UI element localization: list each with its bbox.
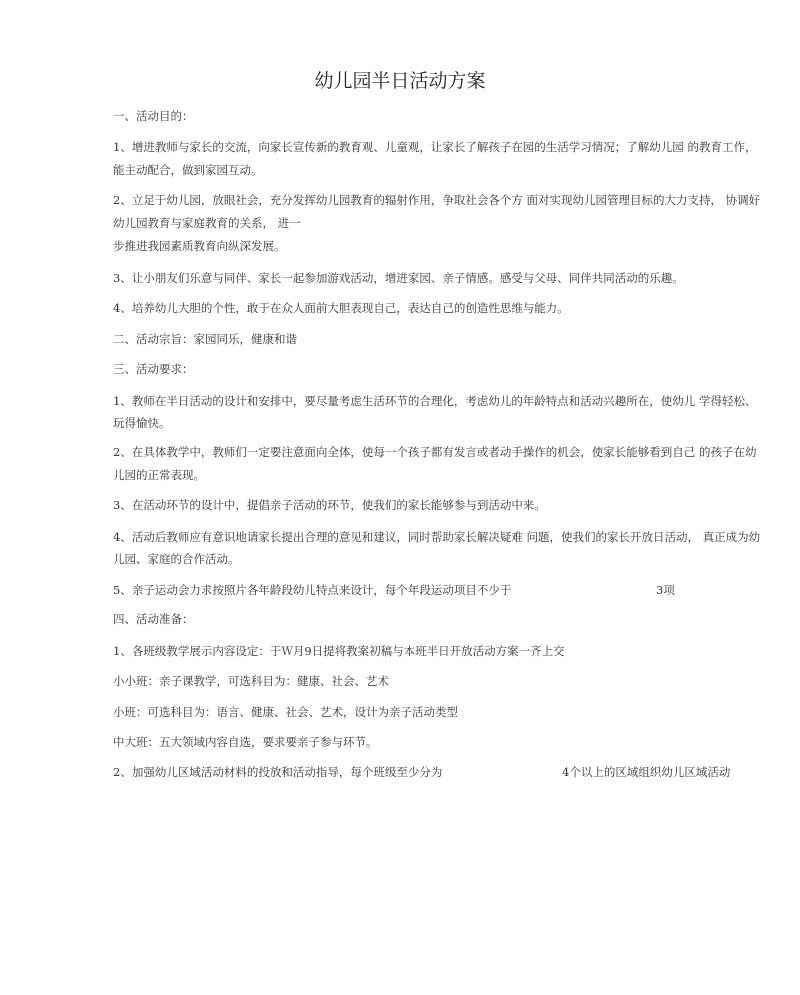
paragraph-line: 2、立足于幼儿园，放眼社会，充分发挥幼儿园教育的辐射作用，争取社会各个方 面对实现幼儿园管理目标的大力支持， 协调好: [113, 193, 761, 207]
paragraph-line: 小小班：亲子课教学，可选科目为：健康、社会、艺术: [113, 674, 389, 688]
paragraph-line: 幼儿园教育与家庭教育的关系， 进一: [113, 216, 301, 230]
paragraph-line: 2、在具体教学中，教师们一定要注意面向全体，使每一个孩子都有发言或者动手操作的机会，使家长能够看到自己 的孩子在幼: [113, 445, 757, 459]
section-heading-preparation: 四、活动准备：: [113, 612, 194, 626]
paragraph-line-tail: 4个以上的区域组织幼儿区域活动: [562, 765, 731, 779]
paragraph-line: 小班：可选科目为：语言、健康、社会、艺术，设计为亲子活动类型: [113, 705, 458, 719]
paragraph-line: 5、亲子运动会力求按照片各年龄段幼儿特点来设计，每个年段运动项目不少于: [113, 583, 512, 597]
paragraph-line: 4、活动后教师应有意识地请家长提出合理的意见和建议，同时帮助家长解决疑难 问题，使我们的家长开放日活动， 真正成为幼: [113, 530, 761, 544]
section-heading-tenet: 二、活动宗旨：家园同乐，健康和谐: [113, 332, 297, 346]
paragraph-line: 1、各班级教学展示内容设定：于Ｗ月9日提将教案初稿与本班半日开放活动方案一齐上交: [113, 644, 565, 658]
paragraph-line: 1、增进教师与家长的交流，向家长宣传新的教育观、儿童观，让家长了解孩子在园的生活学习情况；了解幼儿园 的教育工作，: [113, 140, 757, 154]
paragraph-line: 1、教师在半日活动的设计和安排中，要尽量考虑生活环节的合理化，考虑幼儿的年龄特点和活动兴趣所在，使幼儿 学得轻松、: [113, 394, 757, 408]
paragraph-line: 3、让小朋友们乐意与同伴、家长一起参加游戏活动，增进家园、亲子情感。感受与父母、同伴共同活动的乐趣。: [113, 271, 684, 285]
paragraph-line: 4、培养幼儿大胆的个性，敢于在众人面前大胆表现自己，表达自己的创造性思维与能力。: [113, 301, 569, 315]
document-title: 幼儿园半日活动方案: [314, 70, 486, 92]
paragraph-line: 玩得愉快。: [113, 416, 171, 430]
paragraph-line: 2、加强幼儿区域活动材料的投放和活动指导，每个班级至少分为: [113, 765, 443, 779]
paragraph-line: 3、在活动环节的设计中，提倡亲子活动的环节，使我们的家长能够参与到活动中来。: [113, 498, 546, 512]
paragraph-line: 中大班：五大领域内容自选，要求要亲子参与环节。: [113, 735, 378, 749]
section-heading-purpose: 一、活动目的：: [113, 109, 194, 123]
paragraph-line-tail: 3项: [656, 583, 675, 597]
section-heading-requirements: 三、活动要求：: [113, 362, 194, 376]
paragraph-line: 儿园的正常表现。: [113, 468, 205, 482]
paragraph-line: 能主动配合，做到家园互动。: [113, 163, 263, 177]
paragraph-line: 儿园、家庭的合作活动。: [113, 552, 240, 566]
paragraph-line: 步推进我园素质教育向纵深发展。: [113, 239, 286, 253]
